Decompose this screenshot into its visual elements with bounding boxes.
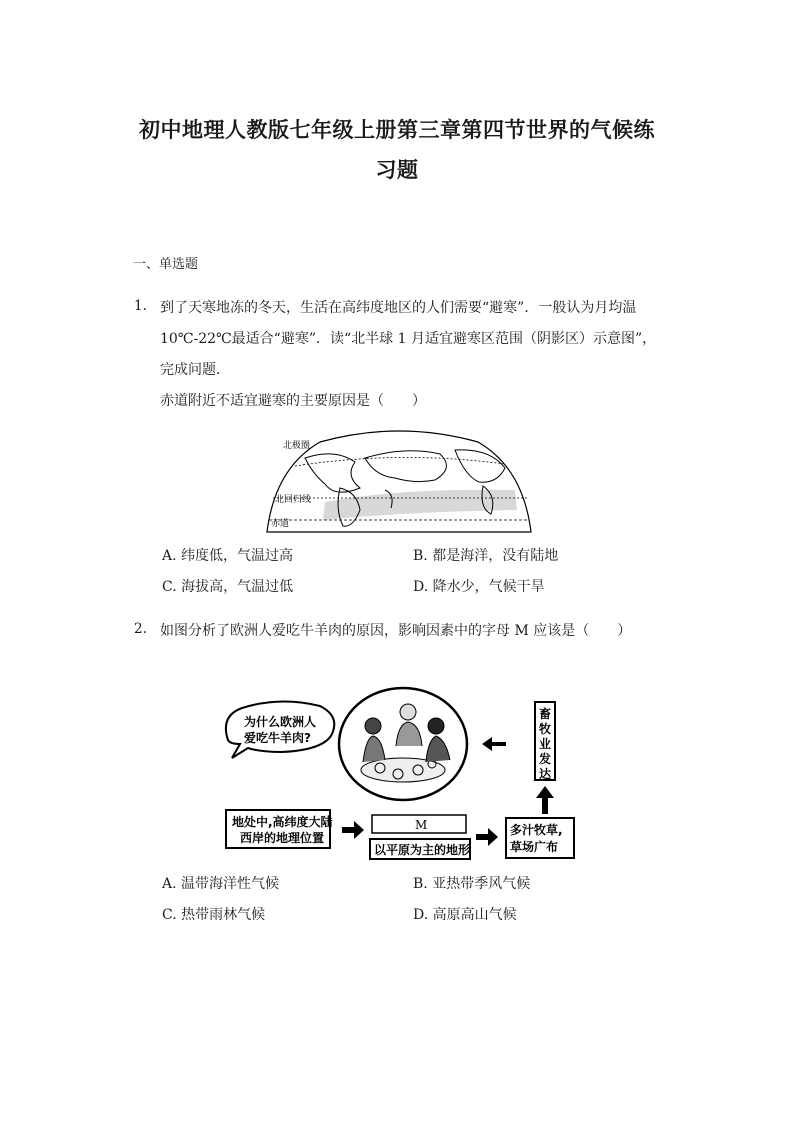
option-label: A. (162, 876, 177, 892)
plain-box-text: 以平原为主的地形 (374, 843, 471, 857)
pasture-box-line2: 草场广布 (510, 840, 559, 854)
page-title: 初中地理人教版七年级上册第三章第四节世界的气候练 (139, 117, 655, 142)
option-text: 高原高山气候 (432, 907, 517, 923)
cause-flow-diagram (220, 682, 580, 862)
tropic-label: 北回归线 (275, 495, 312, 505)
question-text-line: 赤道附近不适宜避寒的主要原因是（ ） (160, 393, 426, 409)
option-a[interactable] (162, 545, 293, 565)
question-text-line: 完成问题． (160, 362, 230, 378)
equator-label: 赤道 (271, 519, 290, 529)
arrow-up-icon (536, 786, 554, 814)
option-label: B. (413, 876, 428, 892)
option-label: D. (413, 579, 429, 595)
section-heading: 一、单选题 (133, 257, 199, 272)
option-a[interactable] (162, 873, 279, 893)
arrow-left-icon (482, 737, 506, 751)
question-number: 1. (134, 298, 147, 314)
location-box-line1: 地处中,高纬度大陆 (232, 815, 333, 829)
bubble-text-line1: 为什么欧洲人 (244, 715, 317, 729)
option-label: C. (162, 907, 177, 923)
option-text: 降水少，气候干旱 (432, 579, 545, 595)
option-d[interactable] (413, 576, 545, 596)
arrow-right-icon (476, 828, 498, 846)
page-title-continued: 习题 (375, 157, 419, 182)
option-label: A. (162, 548, 177, 564)
option-text: 温带海洋性气候 (181, 876, 280, 892)
question-number: 2. (134, 621, 147, 637)
climate-zone-map (265, 428, 533, 534)
bubble-text-line2: 爱吃牛羊肉? (244, 731, 311, 745)
option-label: C. (162, 579, 177, 595)
option-c[interactable] (162, 904, 265, 924)
question-text-line: 如图分析了欧洲人爱吃牛羊肉的原因，影响因素中的字母 M 应该是（ ） (160, 623, 632, 639)
option-b[interactable] (413, 545, 558, 565)
question-text-line: 到了天寒地冻的冬天，生活在高纬度地区的人们需要“避寒”．一般认为月均温 (160, 300, 637, 316)
question-text-line: 10℃-22℃最适合“避寒”．读“北半球 1 月适宜避寒区范围（阴影区）示意图”， (160, 331, 657, 347)
option-text: 海拔高，气温过低 (181, 579, 294, 595)
option-text: 都是海洋，没有陆地 (432, 548, 559, 564)
option-text: 热带雨林气候 (181, 907, 266, 923)
arrow-right-icon (342, 821, 364, 839)
option-b[interactable] (413, 873, 530, 893)
option-text: 纬度低，气温过高 (181, 548, 294, 564)
location-box-line2: 西岸的地理位置 (240, 831, 325, 845)
arctic-circle-label: 北极圈 (283, 441, 311, 451)
livestock-box-text: 畜牧业发达 (539, 707, 552, 781)
option-label: B. (413, 548, 428, 564)
option-text: 亚热带季风气候 (432, 876, 531, 892)
option-d[interactable] (413, 904, 517, 924)
pasture-box-line1: 多汁牧草, (510, 823, 563, 837)
option-label: D. (413, 907, 429, 923)
m-box-text: M (415, 818, 428, 832)
option-c[interactable] (162, 576, 293, 596)
